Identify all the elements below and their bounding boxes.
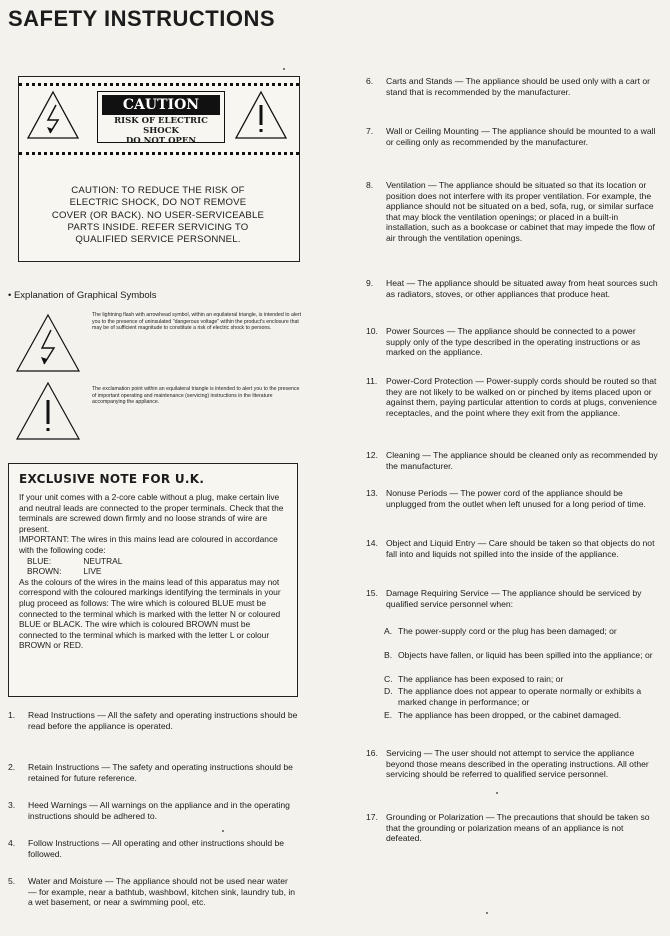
item-text: Power Sources — The appliance should be connected to a power supply only of the type described in the operating instructions or as marked on the appliance. <box>386 326 641 358</box>
caution-box <box>18 76 300 262</box>
uk-para-2: As the colours of the wires in the mains lead of this apparatus may not correspond with the coloured markings identifying the terminals in your plug proceed as follows: The wire which is coloured BLUE must be connected to the terminal which is marked with the letter N or coloured BLUE or BLACK. The wire which is coloured BROWN must be connected to the terminal which is marked with the letter L or colour BROWN or RED. <box>19 576 281 651</box>
code-line-brown <box>19 566 291 577</box>
item-text: Follow Instructions — All operating and other instructions should be followed. <box>28 838 285 859</box>
scan-speck <box>283 68 285 70</box>
item-text: Heed Warnings — All warnings on the appliance and in the operating instructions should be adhered to. <box>28 800 290 821</box>
item-text: Retain Instructions — The safety and operating instructions should be retained for future reference. <box>28 762 293 783</box>
item-number: 11. <box>366 376 378 386</box>
item-number: 4. <box>8 838 16 848</box>
subitem-text: The appliance has been dropped, or the cabinet damaged. <box>398 710 622 720</box>
item-text: Power-Cord Protection — Power-supply cords should be routed so that they are not likely to be walked on or pinched by items placed upon or against them, paying particular attention to cords at plugs, convenience receptacles, and the point where they exit from the appliance. <box>386 376 657 418</box>
uk-important: IMPORTANT: The wires in this mains lead are coloured in accordance with the following code: <box>19 534 278 555</box>
uk-para-1: If your unit comes with a 2-core cable without a plug, make certain live and neutral leads are connected to the proper terminals. Check that the terminals are screwed down firmly and no loose strands of wire are present. <box>19 492 284 534</box>
item-number: 6. <box>366 76 374 86</box>
caution-word: CAUTION <box>102 95 220 115</box>
uk-note-body <box>19 492 291 651</box>
subitem-letter: A. <box>384 626 393 636</box>
item-number: 5. <box>8 876 16 886</box>
subitem-text: The appliance does not appear to operate normally or exhibits a marked change in performance; or <box>398 686 642 707</box>
item-number: 16. <box>366 748 378 758</box>
item-number: 15. <box>366 588 378 598</box>
item-text: Read Instructions — All the safety and operating instructions should be read before the appliance is operated. <box>28 710 298 731</box>
item-number: 17. <box>366 812 378 822</box>
lightning-symbol-text: The lightning flash with arrowhead symbol, within an equilateral triangle, is intended to alert you to the presence of uninsulated "dangerous voltage" within the product's enclosure that may be of sufficient magnitude to constitute a risk of electric shock to persons. <box>92 312 302 332</box>
item-number: 13. <box>366 488 378 498</box>
item-number: 8. <box>366 180 374 190</box>
item-text: Nonuse Periods — The power cord of the appliance should be unplugged from the outlet when left unused for a long period of time. <box>386 488 646 509</box>
item-number: 14. <box>366 538 378 548</box>
code-colour: BROWN: <box>27 566 62 577</box>
exclamation-warning-icon <box>233 89 289 141</box>
code-colour: BLUE: <box>27 555 52 566</box>
caution-line: CAUTION: TO REDUCE THE RISK OF <box>71 185 245 196</box>
caution-line: QUALIFIED SERVICE PERSONNEL. <box>75 234 241 246</box>
item-number: 3. <box>8 800 16 810</box>
caution-sub-1: RISK OF ELECTRIC SHOCK <box>114 116 208 136</box>
item-text: Ventilation — The appliance should be situated so that its location or position does not interfere with its proper ventilation. For example, the appliance should not be situated on a bed, sofa, rug, or similar surface that may block the ventilation openings; or placed in a built-in installation, such as a bookcase or cabinet that may impede the flow of air through the ventilation openings. <box>386 180 655 243</box>
code-line-blue <box>19 556 291 567</box>
caution-sub-2: DO NOT OPEN <box>125 136 197 146</box>
symbols-heading: • Explanation of Graphical Symbols <box>8 290 157 301</box>
subitem-text: The power-supply cord or the plug has been damaged; or <box>398 626 617 636</box>
subitem-text: The appliance has been exposed to rain; or <box>398 674 564 684</box>
caution-line: ELECTRIC SHOCK, DO NOT REMOVE <box>69 197 247 209</box>
item-text: Cleaning — The appliance should be cleaned only as recommended by the manufacturer. <box>386 450 658 471</box>
item-number: 12. <box>366 450 378 460</box>
lightning-symbol-icon <box>14 312 82 374</box>
scan-speck <box>486 912 488 914</box>
item-text: Water and Moisture — The appliance should not be used near water — for example, near a bathtub, washbowl, kitchen sink, laundry tub, in a wet basement, or near a swimming pool, etc. <box>28 876 296 908</box>
caution-line: COVER (OR BACK). NO USER-SERVICEABLE <box>51 209 265 221</box>
item-number: 2. <box>8 762 16 772</box>
caution-line: PARTS INSIDE. REFER SERVICING TO <box>67 221 249 233</box>
item-text: Object and Liquid Entry — Care should be taken so that objects do not fall into and liquids not spilled into the inside of the appliance. <box>386 538 655 559</box>
item-number: 7. <box>366 126 374 136</box>
subitem-letter: B. <box>384 650 393 660</box>
code-meaning: LIVE <box>83 566 102 577</box>
item-text: Carts and Stands — The appliance should be used only with a cart or stand that is recommended by the manufacturer. <box>386 76 651 97</box>
code-meaning: NEUTRAL <box>83 555 123 566</box>
scan-speck <box>222 830 224 832</box>
subitem-letter: D. <box>384 686 393 696</box>
lightning-warning-icon <box>25 89 81 141</box>
item-text: Servicing — The user should not attempt to service the appliance beyond those means described in the operating instructions. All other servicing should be referred to qualified service personnel. <box>386 748 649 780</box>
item-number: 10. <box>366 326 378 336</box>
uk-note-box <box>8 463 298 697</box>
subitem-letter: C. <box>384 674 393 684</box>
item-number: 1. <box>8 710 16 720</box>
uk-note-title: EXCLUSIVE NOTE FOR U.K. <box>19 472 205 486</box>
caution-text <box>29 185 287 246</box>
scan-speck <box>496 792 498 794</box>
item-number: 9. <box>366 278 374 288</box>
item-text: Wall or Ceiling Mounting — The appliance should be mounted to a wall or ceiling only as recommended by the manufacturer. <box>386 126 656 147</box>
exclamation-symbol-icon <box>14 380 82 442</box>
exclamation-symbol-text: The exclamation point within an equilateral triangle is intended to alert you to the presence of important operating and maintenance (servicing) instructions in the literature accompanying the appliance. <box>92 386 300 406</box>
subitem-text: Objects have fallen, or liquid has been spilled into the appliance; or <box>398 650 653 660</box>
item-text: Heat — The appliance should be situated away from heat sources such as radiators, stoves, or other appliances that produce heat. <box>386 278 658 299</box>
item-text: Damage Requiring Service — The appliance should be serviced by qualified service personnel when: <box>386 588 642 609</box>
page-title: SAFETY INSTRUCTIONS <box>8 6 276 31</box>
subitem-letter: E. <box>384 710 393 720</box>
caution-label <box>97 91 225 146</box>
item-text: Grounding or Polarization — The precautions that should be taken so that the grounding or polarization means of an appliance is not defeated. <box>386 812 650 844</box>
